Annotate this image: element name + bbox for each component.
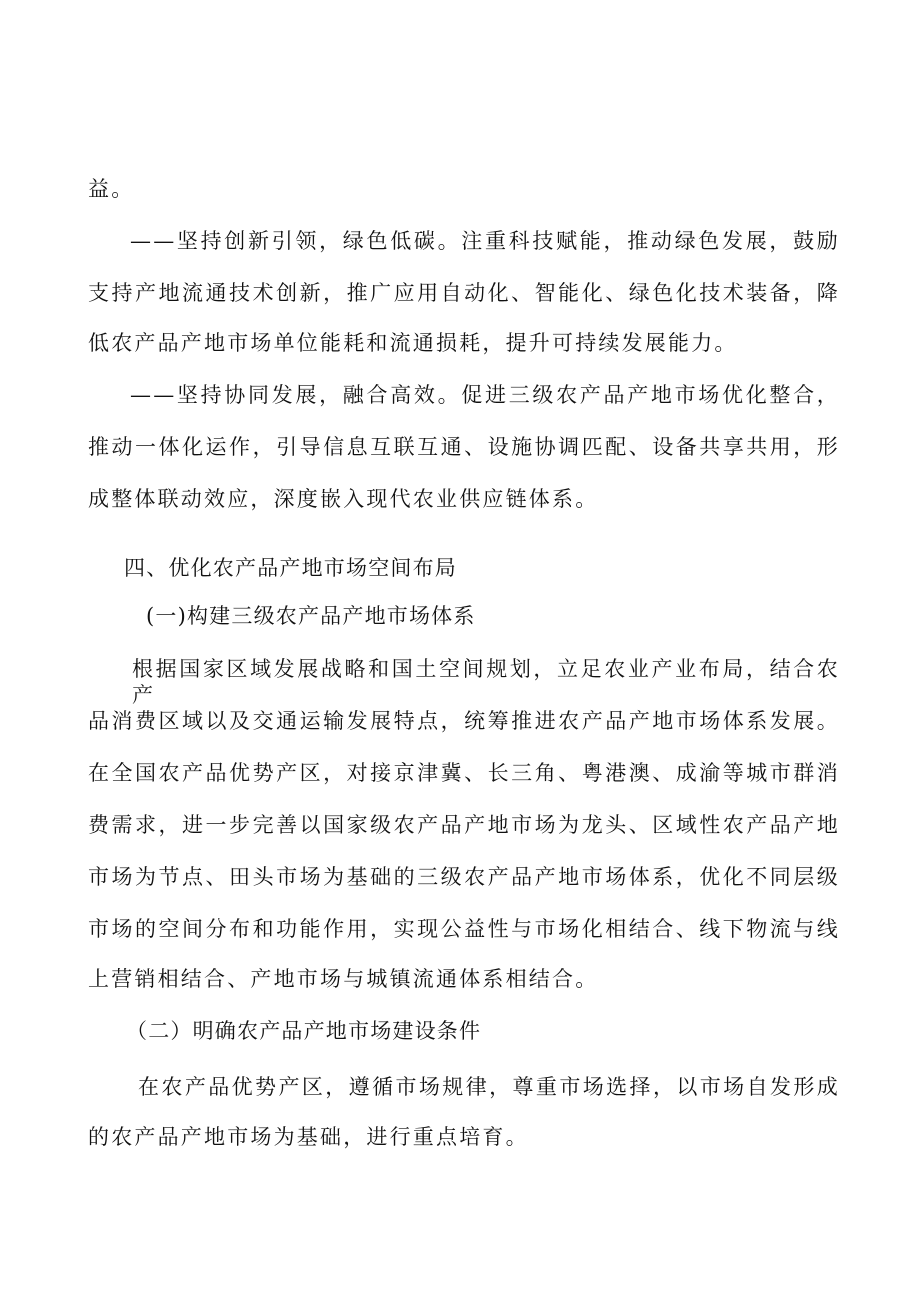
paragraph-1-line-2: 品消费区域以及交通运输发展特点，统筹推进农产品产地市场体系发展。 bbox=[88, 709, 840, 733]
text-line-1: 益。 bbox=[88, 177, 135, 201]
paragraph-1-line-4: 费需求，进一步完善以国家级农产品产地市场为龙头、区域性农产品产地 bbox=[88, 813, 840, 837]
principle-collaboration-line-2: 推动一体化运作，引导信息互联互通、设施协调匹配、设备共享共用，形 bbox=[88, 435, 840, 459]
subsection-heading-2: （二）明确农产品产地市场建设条件 bbox=[126, 1019, 482, 1043]
paragraph-2-line-2: 的农产品产地市场为基础，进行重点培育。 bbox=[88, 1125, 529, 1149]
principle-innovation-line-1: ——坚持创新引领，绿色低碳。注重科技赋能，推动绿色发展，鼓励 bbox=[130, 229, 840, 253]
paragraph-1-line-5: 市场为节点、田头市场为基础的三级农产品产地市场体系，优化不同层级 bbox=[88, 865, 840, 889]
principle-innovation-line-2: 支持产地流通技术创新，推广应用自动化、智能化、绿色化技术装备，降 bbox=[88, 281, 840, 305]
paragraph-1-line-1: 根据国家区域发展战略和国土空间规划，立足农业产业布局，结合农产 bbox=[132, 657, 840, 707]
paragraph-1-line-6: 市场的空间分布和功能作用，实现公益性与市场化相结合、线下物流与线 bbox=[88, 917, 840, 941]
paragraph-1-line-7: 上营销相结合、产地市场与城镇流通体系相结合。 bbox=[88, 967, 599, 991]
principle-collaboration-line-3: 成整体联动效应，深度嵌入现代农业供应链体系。 bbox=[88, 487, 599, 511]
principle-innovation-line-3: 低农产品产地市场单位能耗和流通损耗，提升可持续发展能力。 bbox=[88, 331, 738, 355]
paragraph-1-line-3: 在全国农产品优势产区，对接京津冀、长三角、粤港澳、成渝等城市群消 bbox=[88, 761, 840, 785]
subsection-heading-1: (一)构建三级农产品产地市场体系 bbox=[146, 604, 476, 628]
paragraph-2-line-1: 在农产品优势产区，遵循市场规律，尊重市场选择，以市场自发形成 bbox=[138, 1075, 840, 1099]
section-heading-4: 四、优化农产品产地市场空间布局 bbox=[124, 556, 457, 580]
principle-collaboration-line-1: ——坚持协同发展，融合高效。促进三级农产品产地市场优化整合， bbox=[130, 383, 840, 407]
